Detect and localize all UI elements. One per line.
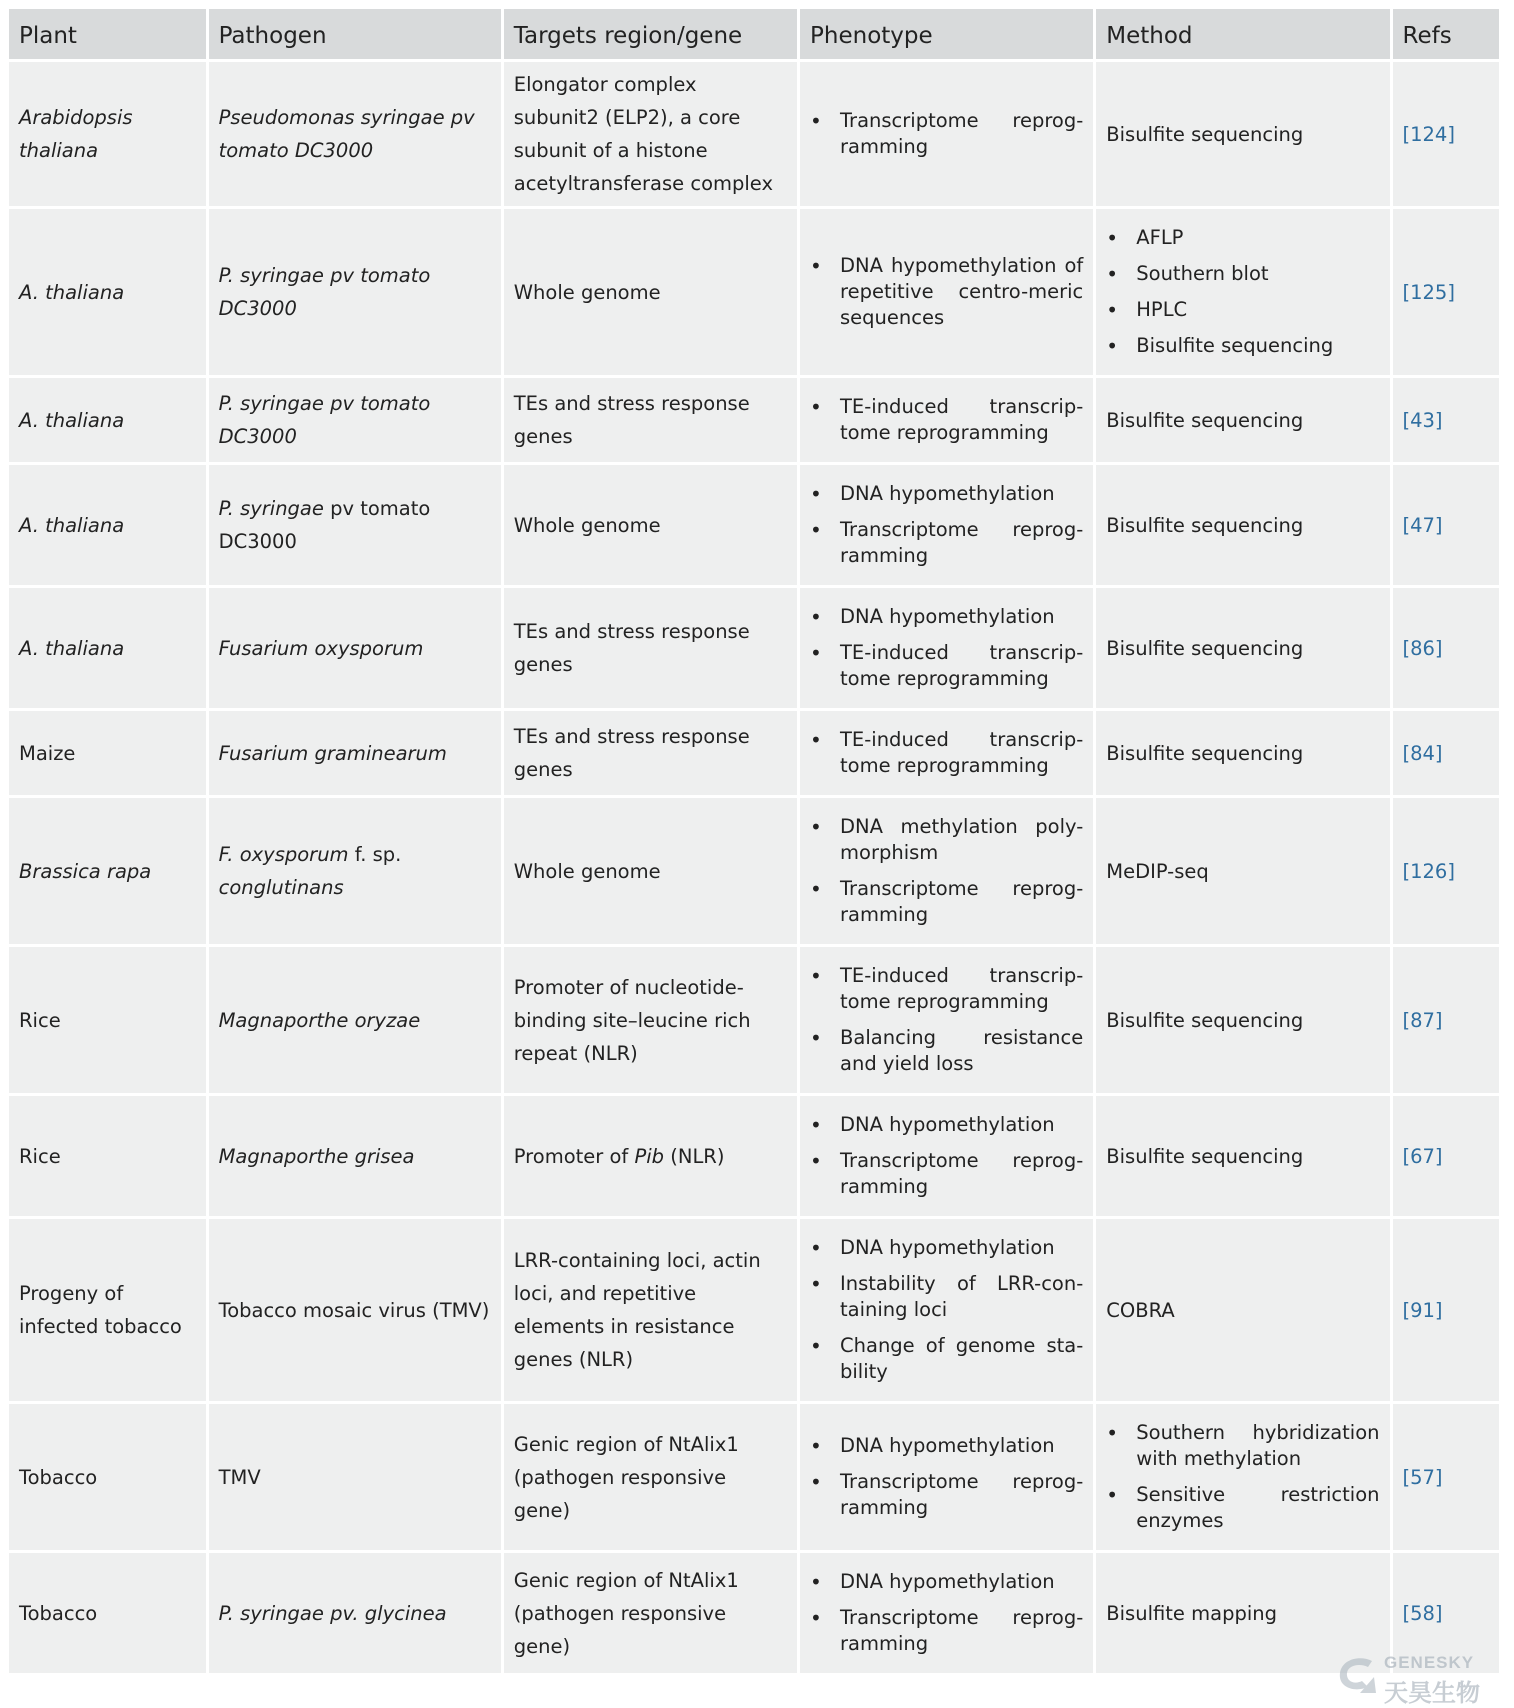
cell-target	[504, 588, 797, 708]
table-row	[9, 711, 1499, 795]
cell-method	[1096, 465, 1389, 585]
table-row	[9, 588, 1499, 708]
phenotype-item: • DNA hypomethylation	[810, 1569, 1083, 1595]
cell-plant: Rice	[9, 947, 206, 1093]
cell-target-text: Genic region of NtAlix1 (pathogen responsive gene)	[513, 1432, 739, 1522]
cell-plant: A. thaliana	[9, 588, 206, 708]
cell-phenotype	[800, 1096, 1093, 1216]
phenotype-item: • TE-induced transcrip-tome reprogramming	[810, 394, 1083, 446]
cell-pathogen-text: conglutinans	[218, 876, 344, 899]
phenotype-item: • Transcriptome reprog-ramming	[810, 1469, 1083, 1521]
method-list	[1106, 225, 1379, 359]
method-text: Bisulfite sequencing	[1106, 1008, 1304, 1032]
cell-target	[504, 465, 797, 585]
cell-pathogen-text: P. syringae pv tomato DC3000	[218, 264, 431, 320]
method-text: Bisulfite sequencing	[1106, 513, 1304, 537]
phenotype-item: • Transcriptome reprog-ramming	[810, 108, 1083, 160]
cell-target	[504, 947, 797, 1093]
cell-plant: Tobacco	[9, 1553, 206, 1673]
phenotype-item: • DNA hypomethylation	[810, 1235, 1083, 1261]
cell-pathogen	[209, 798, 501, 944]
cell-plant: Arabidopsis thaliana	[9, 62, 206, 206]
cell-pathogen-text: Magnaporthe grisea	[218, 1144, 415, 1168]
genesky-watermark	[1332, 1651, 1502, 1707]
cell-target-text: Elongator complex subunit2 (ELP2), a core subunit of a histone acetyltransferase complex	[513, 73, 773, 195]
table-row	[9, 1553, 1499, 1673]
phenotype-list	[810, 814, 1083, 928]
cell-pathogen	[209, 1404, 501, 1550]
cell-method	[1096, 588, 1389, 708]
cell-target	[504, 378, 797, 462]
table-row	[9, 798, 1499, 944]
cell-pathogen-text: Fusarium oxysporum	[218, 636, 424, 660]
phenotype-list	[810, 481, 1083, 569]
cell-phenotype	[800, 711, 1093, 795]
watermark-text-en: GENESKY	[1384, 1653, 1475, 1672]
phenotype-item: • DNA hypomethylation	[810, 1433, 1083, 1459]
cell-plant: Brassica rapa	[9, 798, 206, 944]
phenotype-list	[810, 1235, 1083, 1385]
method-list	[1106, 1420, 1379, 1534]
phenotype-item: • DNA methylation poly-morphism	[810, 814, 1083, 866]
header-row	[9, 9, 1499, 59]
cell-target	[504, 1404, 797, 1550]
method-text: Bisulfite sequencing	[1106, 636, 1304, 660]
cell-target-text: Whole genome	[513, 859, 661, 883]
cell-plant: Tobacco	[9, 1404, 206, 1550]
cell-target-text: Whole genome	[513, 513, 661, 537]
cell-ref-link[interactable]: [125]	[1393, 209, 1499, 375]
cell-phenotype	[800, 378, 1093, 462]
phenotype-item: • Balancing resistance and yield loss	[810, 1025, 1083, 1077]
phenotype-list	[810, 604, 1083, 692]
cell-target-text: Promoter of nucleotide-binding site–leucine rich repeat (NLR)	[513, 975, 751, 1065]
col-header-method: Method	[1096, 9, 1389, 59]
method-text: COBRA	[1106, 1298, 1175, 1322]
cell-target	[504, 711, 797, 795]
cell-method	[1096, 1096, 1389, 1216]
cell-target	[504, 1096, 797, 1216]
cell-method	[1096, 1404, 1389, 1550]
phenotype-item: • Instability of LRR-con-taining loci	[810, 1271, 1083, 1323]
table-row	[9, 1219, 1499, 1401]
cell-pathogen	[209, 465, 501, 585]
cell-method	[1096, 798, 1389, 944]
cell-plant: Rice	[9, 1096, 206, 1216]
phenotype-item: • Transcriptome reprog-ramming	[810, 517, 1083, 569]
genesky-logo-icon	[1332, 1653, 1382, 1701]
cell-plant: A. thaliana	[9, 465, 206, 585]
method-text: Bisulfite mapping	[1106, 1601, 1277, 1625]
cell-pathogen	[209, 378, 501, 462]
phenotype-item: • Transcriptome reprog-ramming	[810, 1148, 1083, 1200]
cell-plant: Maize	[9, 711, 206, 795]
cell-pathogen-text: P. syringae pv. glycinea	[218, 1601, 447, 1625]
phenotype-list	[810, 1112, 1083, 1200]
cell-target-text: (NLR)	[664, 1144, 725, 1168]
data-table	[6, 6, 1502, 1676]
cell-phenotype	[800, 62, 1093, 206]
cell-phenotype	[800, 947, 1093, 1093]
cell-ref-link[interactable]: [91]	[1393, 1219, 1499, 1401]
cell-pathogen-text: P. syringae	[218, 497, 324, 520]
cell-ref-link[interactable]: [47]	[1393, 465, 1499, 585]
cell-target	[504, 1553, 797, 1673]
cell-pathogen	[209, 209, 501, 375]
phenotype-item: • DNA hypomethylation	[810, 1112, 1083, 1138]
cell-pathogen-text: Fusarium graminearum	[218, 741, 447, 765]
phenotype-item: • Transcriptome reprog-ramming	[810, 1605, 1083, 1657]
phenotype-item: • Change of genome sta-bility	[810, 1333, 1083, 1385]
cell-ref-link[interactable]: [126]	[1393, 798, 1499, 944]
method-text: Bisulfite sequencing	[1106, 741, 1304, 765]
cell-target	[504, 1219, 797, 1401]
cell-pathogen-text: TMV	[218, 1465, 261, 1489]
method-item: • Sensitive restriction enzymes	[1106, 1482, 1379, 1534]
cell-method	[1096, 209, 1389, 375]
method-item: • Southern hybridization with methylation	[1106, 1420, 1379, 1472]
cell-plant: Progeny of infected tobacco	[9, 1219, 206, 1401]
cell-pathogen	[209, 947, 501, 1093]
table-row	[9, 62, 1499, 206]
cell-pathogen	[209, 1219, 501, 1401]
phenotype-item: • DNA hypomethylation	[810, 481, 1083, 507]
table-row	[9, 209, 1499, 375]
cell-target-text: LRR-containing loci, actin loci, and repetitive elements in resistance genes (NLR)	[513, 1249, 761, 1371]
cell-pathogen	[209, 1553, 501, 1673]
cell-target-text: Genic region of NtAlix1 (pathogen responsive gene)	[513, 1568, 739, 1658]
cell-phenotype	[800, 1553, 1093, 1673]
cell-ref-link[interactable]: [124]	[1393, 62, 1499, 206]
table-row	[9, 465, 1499, 585]
cell-pathogen	[209, 588, 501, 708]
cell-phenotype	[800, 209, 1093, 375]
cell-pathogen-text: F. oxysporum	[218, 843, 349, 866]
cell-pathogen	[209, 62, 501, 206]
col-header-plant: Plant	[9, 9, 206, 59]
cell-target-text: Pib	[634, 1144, 665, 1168]
phenotype-item: • TE-induced transcrip-tome reprogramming	[810, 640, 1083, 692]
cell-ref-link[interactable]: [43]	[1393, 378, 1499, 462]
phenotype-item: • DNA hypomethylation	[810, 604, 1083, 630]
cell-target-text: TEs and stress response genes	[513, 725, 750, 781]
col-header-target: Targets region/gene	[504, 9, 797, 59]
cell-pathogen-text: Tobacco mosaic virus (TMV)	[218, 1298, 490, 1322]
cell-phenotype	[800, 1404, 1093, 1550]
cell-ref-link[interactable]: [86]	[1393, 588, 1499, 708]
phenotype-list	[810, 1433, 1083, 1521]
cell-ref-link[interactable]: [84]	[1393, 711, 1499, 795]
cell-target-text: TEs and stress response genes	[513, 392, 750, 448]
cell-method	[1096, 378, 1389, 462]
table-row	[9, 947, 1499, 1093]
cell-ref-link[interactable]: [58]	[1393, 1553, 1499, 1673]
cell-pathogen	[209, 1096, 501, 1216]
cell-pathogen-text: Pseudomonas syringae pv tomato DC3000	[218, 106, 475, 162]
cell-target	[504, 209, 797, 375]
cell-method	[1096, 62, 1389, 206]
method-text: Bisulfite sequencing	[1106, 1144, 1304, 1168]
method-text: Bisulfite sequencing	[1106, 408, 1304, 432]
cell-target-text: TEs and stress response genes	[513, 620, 750, 676]
method-item: • Southern blot	[1106, 261, 1379, 287]
cell-phenotype	[800, 588, 1093, 708]
cell-target-text: Whole genome	[513, 280, 661, 304]
cell-pathogen-text: f. sp.	[348, 843, 402, 866]
cell-method	[1096, 1219, 1389, 1401]
col-header-pathogen: Pathogen	[209, 9, 501, 59]
phenotype-list	[810, 1569, 1083, 1657]
cell-phenotype	[800, 1219, 1093, 1401]
phenotype-list	[810, 963, 1083, 1077]
phenotype-list	[810, 394, 1083, 446]
method-text: Bisulfite sequencing	[1106, 122, 1304, 146]
cell-plant: A. thaliana	[9, 378, 206, 462]
table-row	[9, 378, 1499, 462]
phenotype-item: • DNA hypomethylation of repetitive centro-meric sequences	[810, 253, 1083, 331]
cell-target	[504, 62, 797, 206]
cell-target-text: Promoter of	[513, 1144, 635, 1168]
cell-method	[1096, 947, 1389, 1093]
col-header-refs: Refs	[1393, 9, 1499, 59]
cell-ref-link[interactable]: [57]	[1393, 1404, 1499, 1550]
method-item: • Bisulfite sequencing	[1106, 333, 1379, 359]
table-row	[9, 1404, 1499, 1550]
cell-ref-link[interactable]: [87]	[1393, 947, 1499, 1093]
cell-target	[504, 798, 797, 944]
watermark-text-cn: 天昊生物	[1384, 1679, 1480, 1707]
cell-pathogen-text: pv tomato DC3000	[218, 497, 431, 553]
phenotype-list	[810, 253, 1083, 331]
cell-pathogen	[209, 711, 501, 795]
cell-phenotype	[800, 465, 1093, 585]
cell-method	[1096, 711, 1389, 795]
method-item: • HPLC	[1106, 297, 1379, 323]
phenotype-list	[810, 108, 1083, 160]
table-row	[9, 1096, 1499, 1216]
col-header-phenotype: Phenotype	[800, 9, 1093, 59]
phenotype-item: • Transcriptome reprog-ramming	[810, 876, 1083, 928]
phenotype-item: • TE-induced transcrip-tome reprogramming	[810, 963, 1083, 1015]
phenotype-list	[810, 727, 1083, 779]
method-item: • AFLP	[1106, 225, 1379, 251]
cell-pathogen-text: P. syringae pv tomato DC3000	[218, 392, 431, 448]
cell-ref-link[interactable]: [67]	[1393, 1096, 1499, 1216]
cell-pathogen-text: Magnaporthe oryzae	[218, 1008, 421, 1032]
cell-plant: A. thaliana	[9, 209, 206, 375]
method-text: MeDIP-seq	[1106, 859, 1209, 883]
phenotype-item: • TE-induced transcrip-tome reprogramming	[810, 727, 1083, 779]
cell-phenotype	[800, 798, 1093, 944]
